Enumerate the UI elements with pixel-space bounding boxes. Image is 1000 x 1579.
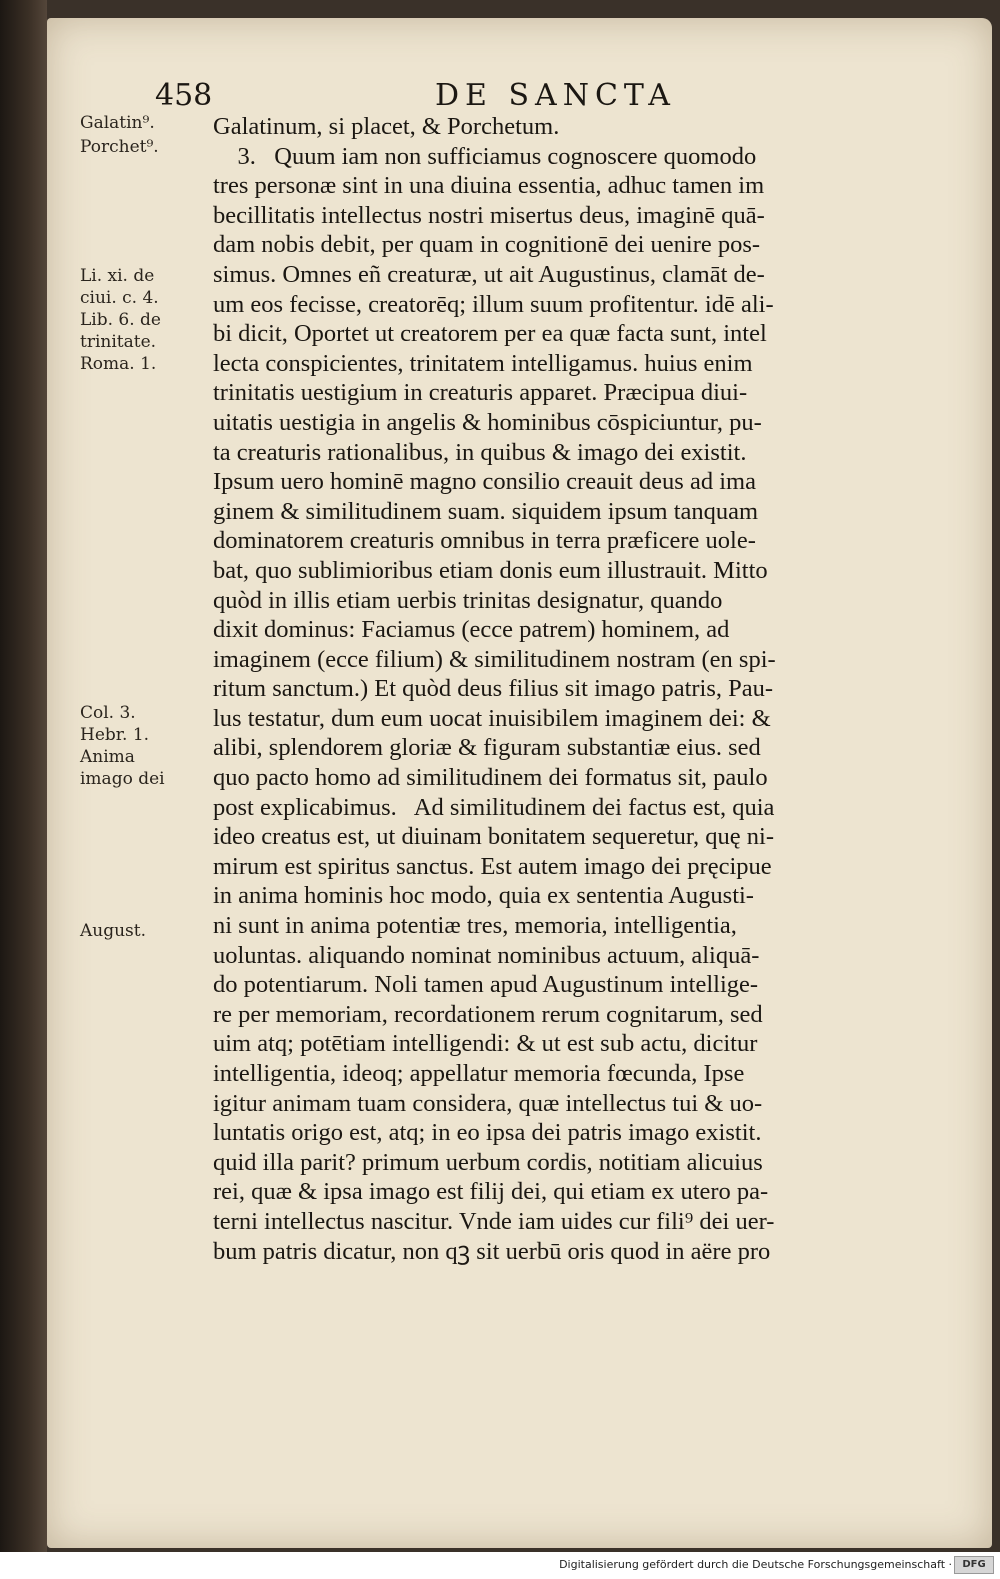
margin-note: Porchet⁹. bbox=[80, 137, 159, 157]
margin-note: Li. xi. de ciui. c. 4. Lib. 6. de trinitate. Roma. 1. bbox=[80, 266, 161, 374]
running-head: DE SANCTA bbox=[435, 78, 676, 113]
text-line: re per memoriam, recordationem rerum cognitarum, sed bbox=[213, 1000, 763, 1028]
text-line: tres personæ sint in una diuina essentia, adhuc tamen im bbox=[213, 172, 765, 200]
text-line: igitur animam tuam considera, quæ intellectus tui & uo- bbox=[213, 1089, 763, 1117]
text-line: ideo creatus est, ut diuinam bonitatem sequeretur, quę ni- bbox=[213, 823, 774, 851]
text-line: simus. Omnes eñ creaturæ, ut ait Augustinus, clamāt de- bbox=[213, 260, 765, 288]
text-line: becillitatis intellectus nostri misertus deus, imaginē quā- bbox=[213, 201, 765, 229]
text-line: quid illa parit? primum uerbum cordis, notitiam alicuius bbox=[213, 1148, 763, 1176]
text-line: uim atq; potētiam intelligendi: & ut est sub actu, dicitur bbox=[213, 1030, 758, 1058]
digitization-footer bbox=[0, 1552, 1000, 1579]
text-line: mirum est spiritus sanctus. Est autem imago dei pręcipue bbox=[213, 852, 772, 880]
page-number: 458 bbox=[155, 78, 213, 113]
text-line: intelligentia, ideoq; appellatur memoria fœcunda, Ipse bbox=[213, 1060, 745, 1087]
text-line: lus testatur, dum eum uocat inuisibilem imaginem dei: & bbox=[213, 704, 771, 732]
text-line: terni intellectus nascitur. Vnde iam uides cur fili⁹ dei uer- bbox=[213, 1207, 775, 1235]
body-text bbox=[213, 112, 928, 1266]
margin-note: Galatin⁹. bbox=[80, 113, 155, 133]
text-line: ta creaturis rationalibus, in quibus & imago dei existit. bbox=[213, 438, 747, 466]
text-line: quòd in illis etiam uerbis trinitas designatur, quando bbox=[213, 586, 723, 614]
text-line: dixit dominus: Faciamus (ecce patrem) hominem, ad bbox=[213, 616, 730, 644]
text-line: alibi, splendorem gloriæ & figuram substantiæ eius. sed bbox=[213, 734, 761, 762]
margin-note: August. bbox=[80, 921, 147, 941]
text-line: do potentiarum. Noli tamen apud Augustinum intellige- bbox=[213, 971, 759, 999]
text-line: bat, quo sublimioribus etiam donis eum illustrauit. Mitto bbox=[213, 556, 768, 584]
text-line: um eos fecisse, creatorēq; illum suum profitentur. idē ali- bbox=[213, 290, 774, 318]
text-line: post explicabimus. Ad similitudinem dei factus est, quia bbox=[213, 793, 775, 821]
book-spine-edge bbox=[0, 0, 47, 1560]
text-line: dam nobis debit, per quam in cognitionē dei uenire pos- bbox=[213, 231, 761, 259]
text-line: quo pacto homo ad similitudinem dei formatus sit, paulo bbox=[213, 764, 768, 792]
text-line: Galatinum, si placet, & Porchetum. bbox=[213, 113, 560, 140]
text-line: Ipsum uero hominē magno consilio creauit deus ad ima bbox=[213, 468, 756, 496]
footer-credit: Digitalisierung gefördert durch die Deutsche Forschungsgemeinschaft · bbox=[559, 1558, 952, 1571]
text-line: lecta conspicientes, trinitatem intelligamus. huius enim bbox=[213, 349, 753, 377]
text-line: uitatis uestigia in angelis & hominibus cōspiciuntur, pu- bbox=[213, 408, 762, 436]
text-line: ritum sanctum.) Et quòd deus filius sit imago patris, Pau- bbox=[213, 675, 774, 703]
text-line: trinitatis uestigium in creaturis apparet. Præcipua diui- bbox=[213, 379, 748, 407]
text-line: in anima hominis hoc modo, quia ex sententia Augusti- bbox=[213, 882, 754, 910]
text-line: uoluntas. aliquando nominat nominibus actuum, aliquā- bbox=[213, 941, 760, 969]
text-line: imaginem (ecce filium) & similitudinem nostram (en spi- bbox=[213, 645, 776, 673]
margin-note: Col. 3. Hebr. 1. Anima imago dei bbox=[80, 703, 165, 789]
dfg-logo: DFG bbox=[954, 1556, 994, 1574]
text-line: bi dicit, Oportet ut creatorem per ea quæ facta sunt, intel bbox=[213, 320, 767, 348]
text-line: 3. Quum iam non sufficiamus cognoscere quomodo bbox=[213, 142, 757, 170]
text-line: luntatis origo est, atq; in eo ipsa dei patris imago existit. bbox=[213, 1119, 762, 1147]
text-line: bum patris dicatur, non qꝫ sit uerbū oris quod in aëre pro bbox=[213, 1237, 771, 1265]
text-line: rei, quæ & ipsa imago est filij dei, qui etiam ex utero pa- bbox=[213, 1178, 769, 1206]
text-line: dominatorem creaturis omnibus in terra præficere uole- bbox=[213, 527, 756, 555]
text-line: ni sunt in anima potentiæ tres, memoria, intelligentia, bbox=[213, 912, 737, 940]
text-line: ginem & similitudinem suam. siquidem ipsum tanquam bbox=[213, 497, 759, 525]
